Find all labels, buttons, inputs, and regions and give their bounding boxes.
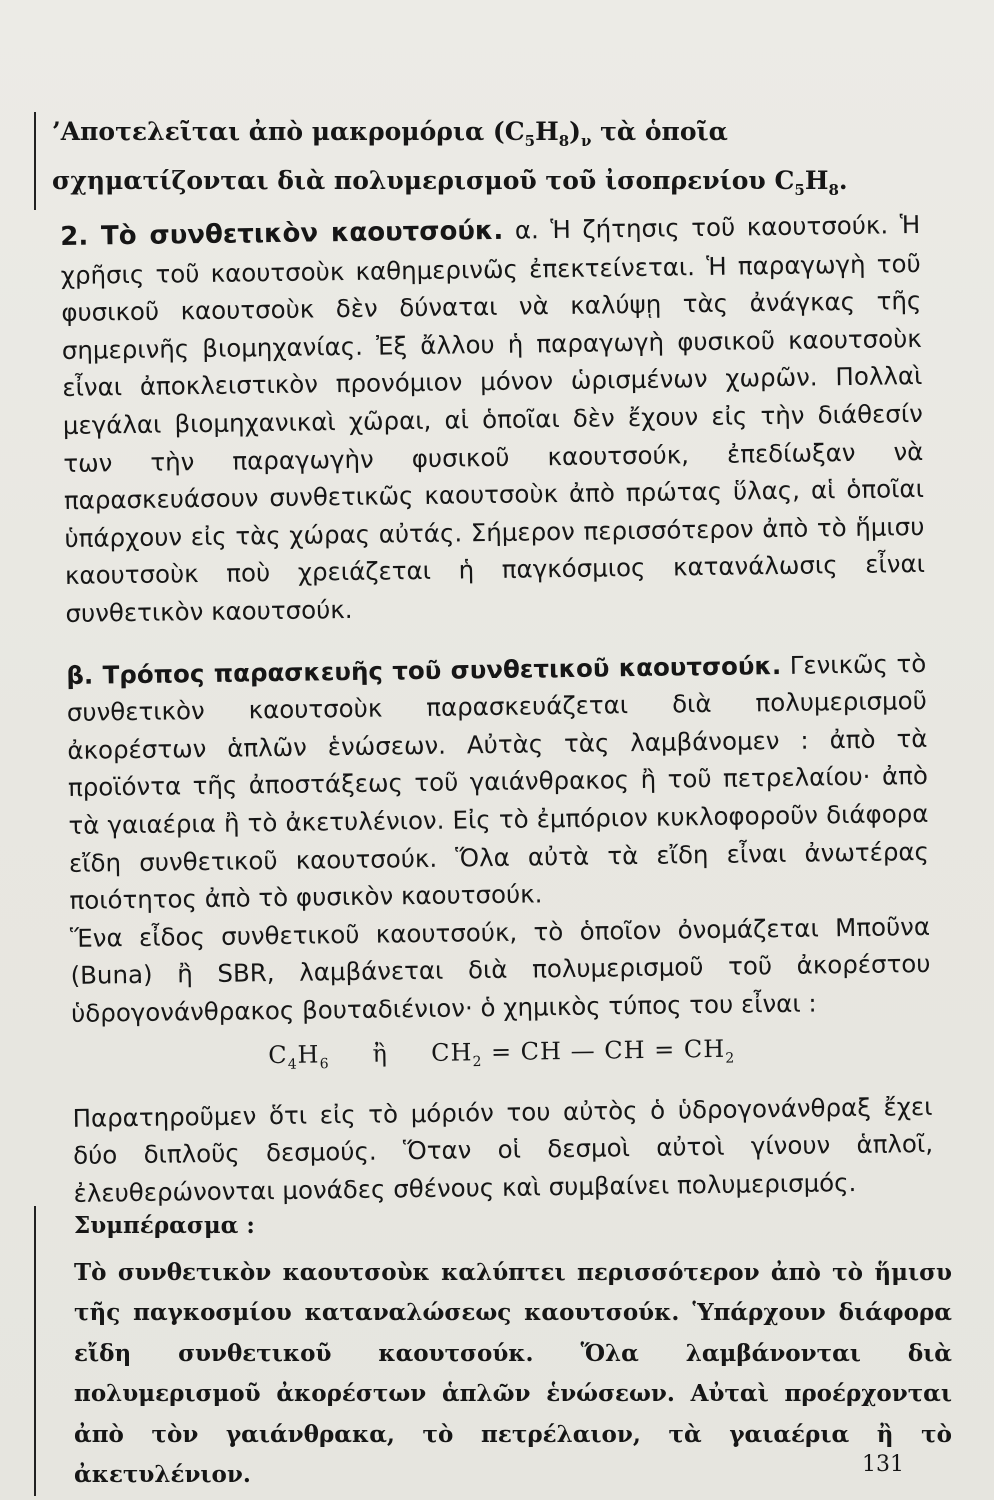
intro-formula-c: C [504,117,525,146]
butadiene-formula [71,1028,932,1087]
intro-end: . [838,166,848,195]
intro-text-start: ’Αποτελεῖται ἀπὸ μακρομόρια ( [52,117,505,146]
subheading-a: α. Ἡ ζήτησις τοῦ καουτσούκ. [514,210,889,245]
intro-isoprene-sub2: 8 [828,181,839,199]
section-a [60,206,926,632]
formula-or: ἢ [372,1039,389,1069]
subheading-b: β. Τρόπος παρασκευῆς τοῦ συνθετικοῦ καουτσούκ. [66,650,782,690]
intro-isoprene-h: H [804,166,829,195]
section-heading: 2. Τὸ συνθετικὸν καουτσούκ. [60,215,504,252]
formula-c: C [268,1041,288,1070]
main-text [60,206,934,1213]
paragraph-d: Παρατηροῦμεν ὅτι εἰς τὸ μόριόν του αὐτὸς ὁ ὑδρογονάνθραξ ἔχει δύο διπλοῦς δεσμούς. Ὅταν οἱ δεσμοὶ αὐτοὶ γίνουν ἁπλοῖ, ἐλευθερώνονται μονάδες σθένους καὶ συμβαίνει πολυμερισμός. [72,1091,934,1208]
conclusion-text: Τὸ συνθετικὸν καουτσοὺκ καλύπτει περισσότερον ἀπὸ τὸ ἥμισυ τῆς παγκοσμίου καταναλώσεως καουτσούκ. Ὑπάρχουν διάφορα εἴδη συνθετικοῦ καουτσούκ. Ὅλα λαμβάνονται διὰ πολυμερισμοῦ ἀκορέστων ἁπλῶν ἑνώσεων. Αὐταὶ προέρχονται ἀπὸ τὸν γαιάνθρακα, τὸ πετρέλαιον, τὰ γαιαέρια ἢ τὸ ἀκετυλένιον. [74,1258,952,1488]
intro-formula-sub1: 5 [524,132,536,150]
page-number: 131 [862,1452,904,1477]
paragraph-c: Ἕνα εἶδος συνθετικοῦ καουτσούκ, τὸ ὁποῖον ὀνομάζεται Μποῦνα (Buna) ἢ SBR, λαμβάνεται διὰ πολυμερισμοῦ τοῦ ἀκορέστου ὑδρογονάνθρακος βουταδιένιον· ὁ χημικὸς τύπος του εἶναι : [69,911,931,1028]
intro-text-middle: τὰ ὁποῖα σχηματίζονται διὰ πολυμερισμοῦ τοῦ ἰσοπρενίου C [52,117,795,195]
intro-paragraph [34,112,922,210]
formula-c-sub: 4 [287,1057,298,1074]
formula-part2: = CH — CH = CH [482,1035,726,1067]
intro-formula-h: H [535,117,559,146]
conclusion-box [34,1206,952,1496]
intro-formula-sub2: 8 [558,132,570,150]
conclusion-title: Συμπέρασμα : [74,1212,255,1239]
intro-formula-nu: ν [580,132,592,150]
paragraph-b: Γενικῶς τὸ συνθετικὸν καουτσοὺκ παρασκευάζεται διὰ πολυμερισμοῦ ἀκορέστων ἁπλῶν ἑνώσεων. Αὐτὰς τὰς λαμβάνομεν : ἀπὸ τὰ προϊόντα τῆς ἀποστάξεως τοῦ γαιάνθρακος ἢ τοῦ πετρελαίου· ἀπὸ τὰ γαιαέρια ἢ τὸ ἀκετυλένιον. Εἰς τὸ ἐμπόριον κυκλοφοροῦν διάφορα εἴδη συνθετικοῦ καουτσούκ. Ὅλα αὐτὰ τὰ εἴδη εἶναι ἀνωτέρας ποιότητος ἀπὸ τὸ φυσικὸν καουτσούκ. [66,648,930,916]
section-b [66,644,930,919]
intro-isoprene-sub1: 5 [794,181,805,199]
formula-part1: CH [430,1038,473,1068]
formula-h-sub: 6 [319,1056,330,1073]
paragraph-a: Ἡ χρῆσις τοῦ καουτσοὺκ καθημερινῶς ἐπεκτείνεται. Ἡ παραγωγὴ τοῦ φυσικοῦ καουτσοὺκ δὲν δύναται νὰ καλύψῃ τὰς ἀνάγκας τῆς σημερινῆς βιομηχανίας. Ἐξ ἄλλου ἡ παραγωγὴ φυσικοῦ καουτσοὺκ εἶναι ἀποκλειστικὸν προνόμιον μόνον ὡρισμένων χωρῶν. Πολλαὶ μεγάλαι βιομηχανικαὶ χῶραι, αἱ ὁποῖαι δὲν ἔχουν εἰς τὴν διάθεσίν των τὴν παραγωγὴν φυσικοῦ καουτσούκ, ἐπεδίωξαν νὰ παρασκευάσουν συνθετικῶς καουτσοὺκ ἀπὸ πρώτας ὕλας, αἱ ὁποῖαι ὑπάρχουν εἰς τὰς χώρας αὐτάς. Σήμερον περισσότερον ἀπὸ τὸ ἥμισυ καουτσοὺκ ποὺ χρειάζεται ἡ παγκόσμιος κατανάλωσις εἶναι συνθετικὸν καουτσούκ. [60,209,926,628]
intro-formula-close: ) [569,117,581,146]
formula-part1-sub: 2 [472,1054,483,1071]
formula-part2-sub: 2 [725,1050,736,1068]
formula-h: H [297,1040,320,1070]
